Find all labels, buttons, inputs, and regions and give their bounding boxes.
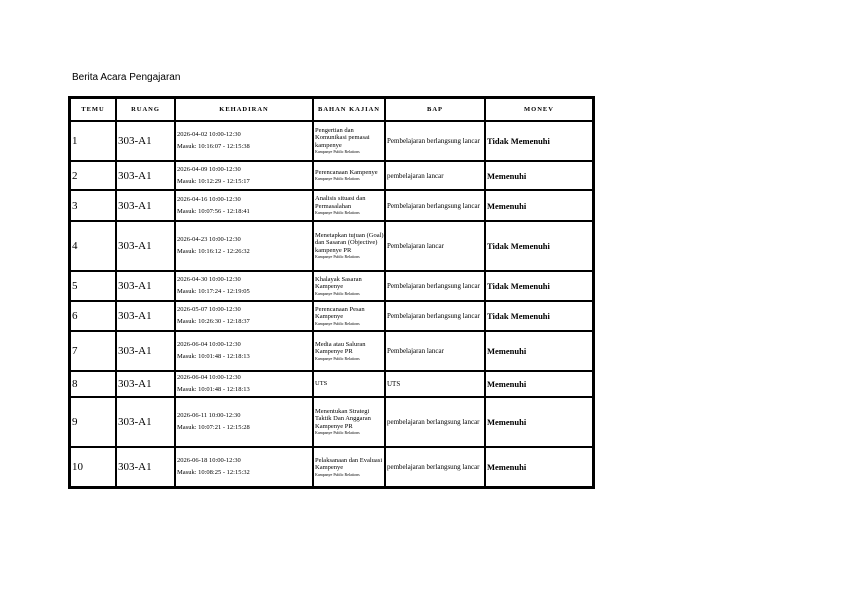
- cell-monev: [485, 190, 593, 221]
- table-row: [70, 371, 593, 397]
- temu-number: 5: [72, 280, 78, 292]
- cell-bahan-kajian: [313, 397, 385, 447]
- cell-monev: [485, 301, 593, 331]
- cell-temu: [70, 331, 116, 371]
- room-code: 303-A1: [118, 416, 152, 428]
- attendance-time: Masuk: 10:16:12 - 12:26:32: [177, 248, 250, 255]
- course-name: Kampanye Public Relations: [315, 149, 360, 155]
- course-name: Kampanye Public Relations: [315, 176, 360, 182]
- monev-status: Tidak Memenuhi: [487, 311, 550, 321]
- cell-monev: [485, 221, 593, 271]
- cell-bahan-kajian: [313, 371, 385, 397]
- header-kehadiran: KEHADIRAN: [175, 98, 313, 121]
- cell-temu: [70, 161, 116, 190]
- topic-text: Menetapkan tujuan (Goal) dan Sasaran (Objective) kampenye PR: [315, 231, 384, 254]
- cell-kehadiran: [175, 371, 313, 397]
- cell-temu: [70, 121, 116, 161]
- table-row: [70, 221, 593, 271]
- cell-bahan-kajian: [313, 331, 385, 371]
- room-code: 303-A1: [118, 310, 152, 322]
- cell-kehadiran: [175, 221, 313, 271]
- table-row: [70, 161, 593, 190]
- table-row: [70, 271, 593, 301]
- cell-kehadiran: [175, 447, 313, 487]
- cell-kehadiran: [175, 121, 313, 161]
- topic-text: Perencanaan Pesan Kampenye: [315, 305, 365, 320]
- cell-monev: [485, 371, 593, 397]
- cell-monev: [485, 447, 593, 487]
- room-code: 303-A1: [118, 169, 152, 182]
- bap-note: Pembelajaran berlangsung lancar: [387, 282, 480, 290]
- room-code: 303-A1: [118, 135, 152, 147]
- course-name: Kampanye Public Relations: [315, 471, 360, 477]
- cell-bap: [385, 397, 485, 447]
- schedule-time: 2026-06-04 10:00-12:30: [177, 374, 241, 381]
- schedule-time: 2026-04-23 10:00-12:30: [177, 236, 241, 243]
- temu-number: 10: [72, 461, 83, 473]
- header-bahan-kajian: BAHAN KAJIAN: [313, 98, 385, 121]
- cell-kehadiran: [175, 331, 313, 371]
- cell-bahan-kajian: [313, 221, 385, 271]
- room-code: 303-A1: [118, 345, 152, 357]
- course-name: Kampanye Public Relations: [315, 430, 360, 436]
- header-monev: MONEV: [485, 98, 593, 121]
- schedule-time: 2026-06-18 10:00-12:30: [177, 457, 241, 464]
- cell-bap: [385, 447, 485, 487]
- attendance-table: [68, 96, 595, 489]
- attendance-time: Masuk: 10:07:21 - 12:15:28: [177, 424, 250, 431]
- table-row: [70, 121, 593, 161]
- cell-temu: [70, 271, 116, 301]
- temu-number: 7: [72, 345, 78, 357]
- schedule-time: 2026-06-04 10:00-12:30: [177, 341, 241, 348]
- bap-note: UTS: [387, 380, 401, 388]
- course-name: Kampanye Public Relations: [315, 254, 360, 260]
- bap-note: pembelajaran lancar: [387, 171, 444, 180]
- schedule-time: 2026-06-11 10:00-12:30: [177, 412, 241, 419]
- temu-number: 2: [72, 169, 78, 182]
- cell-monev: [485, 331, 593, 371]
- attendance-time: Masuk: 10:08:25 - 12:15:32: [177, 469, 250, 476]
- header-temu: TEMU: [70, 98, 116, 121]
- bap-note: pembelajaran berlangsung lancar: [387, 418, 480, 426]
- cell-bahan-kajian: [313, 447, 385, 487]
- cell-ruang: [116, 271, 175, 301]
- topic-text: Pengertian dan Komunikasi pemasai kampenye: [315, 126, 370, 149]
- cell-bap: [385, 121, 485, 161]
- cell-kehadiran: [175, 190, 313, 221]
- cell-ruang: [116, 331, 175, 371]
- topic-text: Menentukan Strategi Taktik Dan Anggaran Kampenye PR: [315, 407, 371, 430]
- page-title: Berita Acara Pengajaran: [72, 72, 181, 83]
- topic-text: Khalayak Sasaran Kampenye: [315, 275, 362, 290]
- cell-bap: [385, 271, 485, 301]
- cell-monev: [485, 121, 593, 161]
- topic-text: UTS: [315, 380, 328, 388]
- attendance-time: Masuk: 10:17:24 - 12:19:05: [177, 288, 250, 295]
- attendance-time: Masuk: 10:26:30 - 12:18:37: [177, 318, 250, 325]
- table-row: [70, 447, 593, 487]
- course-name: Kampanye Public Relations: [315, 320, 360, 326]
- temu-number: 1: [72, 135, 78, 147]
- room-code: 303-A1: [118, 378, 152, 390]
- room-code: 303-A1: [118, 461, 152, 473]
- temu-number: 9: [72, 416, 78, 428]
- cell-kehadiran: [175, 397, 313, 447]
- temu-number: 8: [72, 378, 78, 390]
- cell-ruang: [116, 221, 175, 271]
- cell-bahan-kajian: [313, 190, 385, 221]
- cell-ruang: [116, 371, 175, 397]
- bap-note: Pembelajaran berlangsung lancar: [387, 312, 480, 320]
- cell-monev: [485, 271, 593, 301]
- cell-ruang: [116, 161, 175, 190]
- attendance-time: Masuk: 10:12:29 - 12:15:17: [177, 177, 250, 185]
- monev-status: Tidak Memenuhi: [487, 241, 550, 251]
- cell-ruang: [116, 121, 175, 161]
- monev-status: Tidak Memenuhi: [487, 281, 550, 291]
- cell-temu: [70, 301, 116, 331]
- attendance-time: Masuk: 10:01:48 - 12:18:13: [177, 353, 250, 360]
- temu-number: 6: [72, 310, 78, 322]
- cell-ruang: [116, 301, 175, 331]
- topic-text: Pelaksanaan dan Evaluasi Kampenye: [315, 456, 383, 471]
- cell-bahan-kajian: [313, 121, 385, 161]
- cell-temu: [70, 190, 116, 221]
- cell-monev: [485, 397, 593, 447]
- cell-bap: [385, 301, 485, 331]
- temu-number: 4: [72, 240, 78, 252]
- schedule-time: 2026-04-09 10:00-12:30: [177, 165, 241, 173]
- attendance-time: Masuk: 10:16:07 - 12:15:38: [177, 143, 250, 150]
- monev-status: Memenuhi: [487, 200, 527, 211]
- cell-ruang: [116, 190, 175, 221]
- topic-text: Perencanaan Kampenye: [315, 168, 378, 176]
- schedule-time: 2026-04-02 10:00-12:30: [177, 131, 241, 138]
- monev-status: Memenuhi: [487, 170, 527, 181]
- monev-status: Memenuhi: [487, 346, 527, 356]
- monev-status: Memenuhi: [487, 379, 527, 389]
- table-row: [70, 190, 593, 221]
- cell-monev: [485, 161, 593, 190]
- attendance-time: Masuk: 10:07:56 - 12:18:41: [177, 207, 250, 215]
- cell-bap: [385, 190, 485, 221]
- table-row: [70, 397, 593, 447]
- cell-bap: [385, 331, 485, 371]
- cell-temu: [70, 221, 116, 271]
- cell-ruang: [116, 447, 175, 487]
- room-code: 303-A1: [118, 280, 152, 292]
- cell-kehadiran: [175, 301, 313, 331]
- monev-status: Memenuhi: [487, 462, 527, 472]
- cell-bahan-kajian: [313, 301, 385, 331]
- bap-note: pembelajaran berlangsung lancar: [387, 463, 480, 471]
- topic-text: Media atau Saluran Kampenye PR: [315, 340, 366, 355]
- schedule-time: 2026-05-07 10:00-12:30: [177, 306, 241, 313]
- course-name: Kampanye Public Relations: [315, 355, 360, 361]
- header-bap: BAP: [385, 98, 485, 121]
- cell-bahan-kajian: [313, 161, 385, 190]
- schedule-time: 2026-04-16 10:00-12:30: [177, 195, 241, 203]
- monev-status: Memenuhi: [487, 417, 527, 427]
- cell-bap: [385, 161, 485, 190]
- cell-temu: [70, 447, 116, 487]
- cell-bap: [385, 371, 485, 397]
- schedule-time: 2026-04-30 10:00-12:30: [177, 276, 241, 283]
- room-code: 303-A1: [118, 240, 152, 252]
- bap-note: Pembelajaran berlangsung lancar: [387, 137, 480, 145]
- course-name: Kampanye Public Relations: [315, 290, 360, 296]
- header-ruang: RUANG: [116, 98, 175, 121]
- cell-ruang: [116, 397, 175, 447]
- course-name: Kampanye Public Relations: [315, 210, 360, 215]
- bap-note: Pembelajaran lancar: [387, 242, 444, 250]
- attendance-time: Masuk: 10:01:48 - 12:18:13: [177, 386, 250, 393]
- cell-temu: [70, 371, 116, 397]
- cell-kehadiran: [175, 161, 313, 190]
- cell-temu: [70, 397, 116, 447]
- table-header-row: [70, 98, 593, 121]
- room-code: 303-A1: [118, 199, 152, 212]
- cell-bap: [385, 221, 485, 271]
- cell-bahan-kajian: [313, 271, 385, 301]
- bap-note: Pembelajaran berlangsung lancar: [387, 201, 480, 210]
- monev-status: Tidak Memenuhi: [487, 136, 550, 146]
- temu-number: 3: [72, 199, 78, 212]
- cell-kehadiran: [175, 271, 313, 301]
- table-row: [70, 331, 593, 371]
- bap-note: Pembelajaran lancar: [387, 347, 444, 355]
- table-row: [70, 301, 593, 331]
- topic-text: Analisis situasi dan Permasalahan: [315, 195, 366, 210]
